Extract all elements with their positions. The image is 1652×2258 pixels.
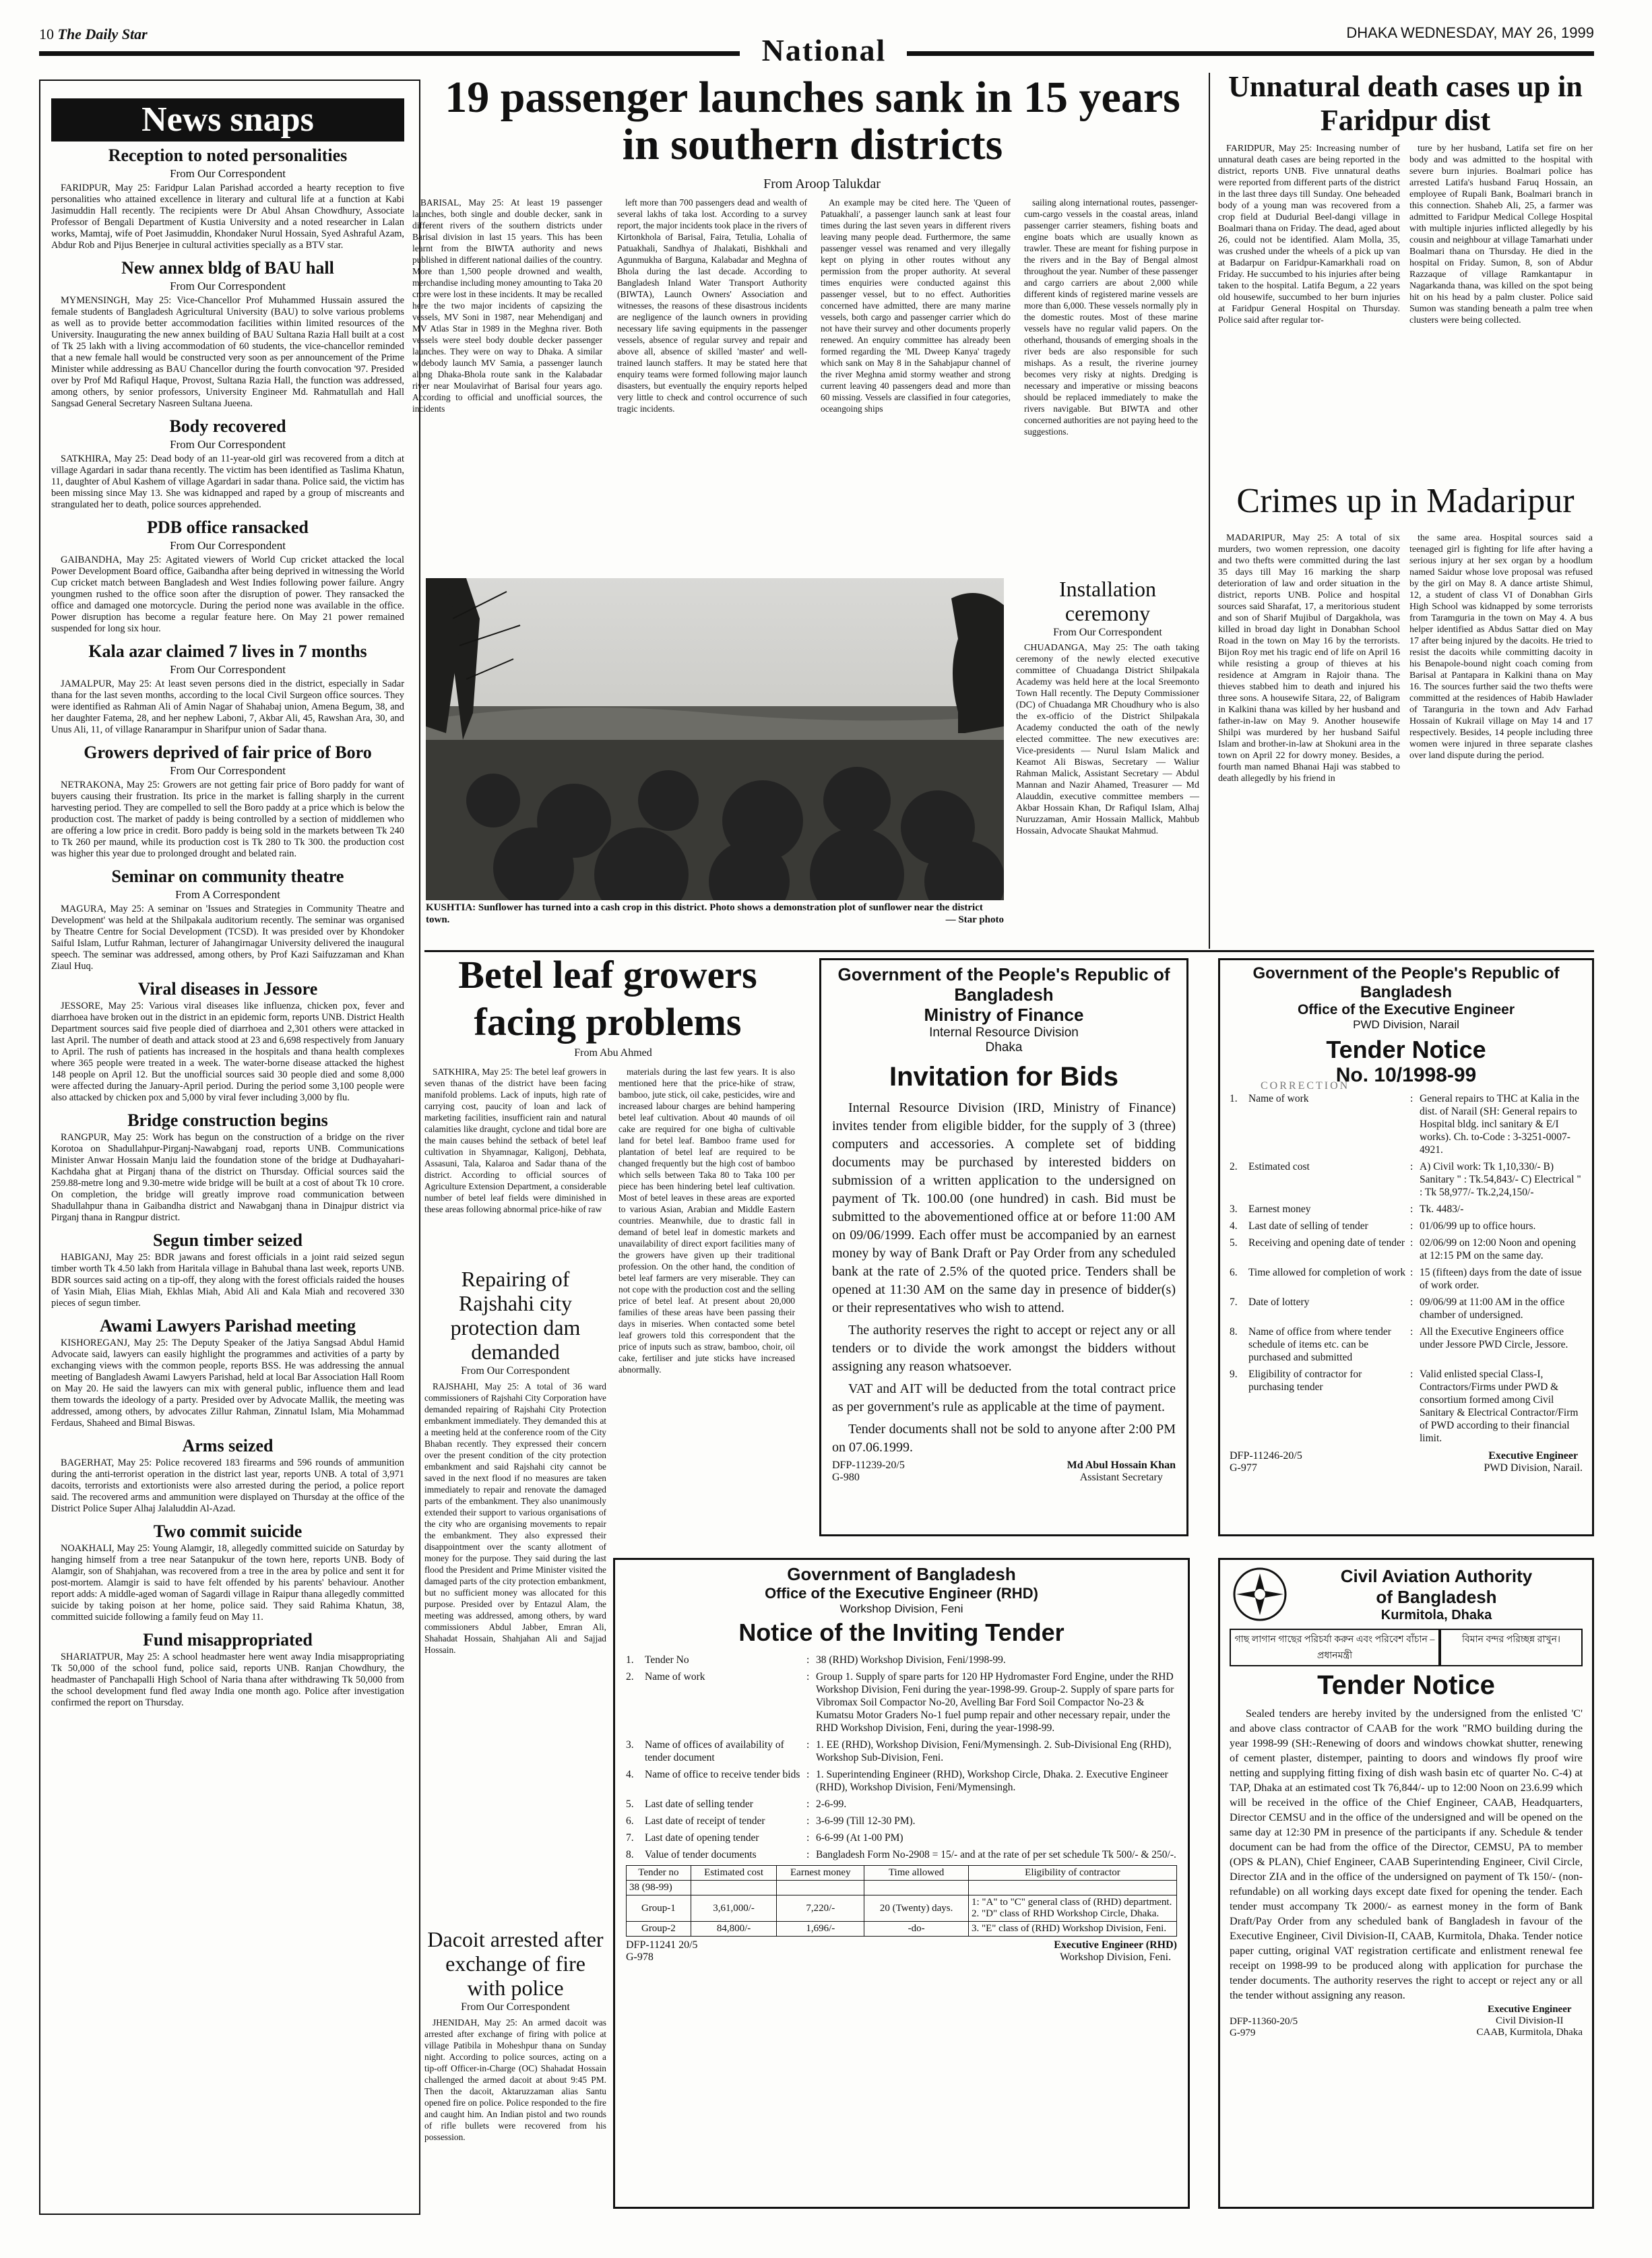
unnatural-col-2 <box>1409 143 1593 465</box>
ad-caab-slogan-2: বিমান বন্দর পরিচ্ছন্ন রাখুন। <box>1440 1629 1583 1666</box>
page-masthead <box>0 20 1652 67</box>
tender-row-label: Name of work <box>1248 1093 1309 1104</box>
snap-headline: Bridge construction begins <box>127 1110 328 1130</box>
tender-row <box>626 1848 1177 1861</box>
tender-row-value: Group 1. Supply of spare parts for 120 HP Hydromaster Ford Engine, under the RHD Workshop Division, Feni during the year-1998-99. Group-2. Supply of spare parts for Vibromax Soil Compactor No-20, Avelling Bar Ford Soil Compactor No-23 & Kumatsu Motor Graders No-1 fuel pump repair and other necessary repair, under the RHD Workshop Division, Feni, during the year-1998-99. <box>816 1671 1174 1734</box>
tender-row-value: 3-6-99 (Till 12-30 PM). <box>816 1815 916 1827</box>
ad-finance <box>819 958 1188 1536</box>
tender-row-label: Name of work <box>645 1671 705 1683</box>
ad-narail-ref: DFP-11246-20/5 <box>1230 1450 1302 1462</box>
table-header-cell: Estimated cost <box>691 1866 777 1881</box>
masthead-rule-left <box>39 51 740 56</box>
tender-row <box>626 1815 1177 1827</box>
tender-row-label: Name of office from where tender schedule of items etc. can be purchased and submitted <box>1248 1326 1391 1363</box>
ad-caab-ref2: G-979 <box>1230 2028 1256 2038</box>
ad-finance-ref: DFP-11239-20/5 <box>832 1460 905 1471</box>
tender-row-number: 5. <box>1230 1237 1238 1249</box>
installation-byline: From Our Correspondent <box>1053 627 1162 638</box>
tender-row-colon: : <box>806 1739 810 1751</box>
installation-story <box>1016 577 1199 954</box>
ad-caab-slogan-1: গাছ লাগান গাছের পরিচর্যা করুন এবং পরিবেশ বাঁচান – প্রধানমন্ত্রী <box>1230 1629 1440 1666</box>
tender-row-colon: : <box>1410 1161 1413 1172</box>
table-cell: -do- <box>864 1922 969 1937</box>
ad-feni-table-head <box>627 1866 1177 1881</box>
repairing-head: Repairing of Rajshahi city protection dam demanded <box>450 1267 581 1364</box>
tender-row-colon: : <box>806 1832 810 1844</box>
ad-caab-place: Kurmitola, Dhaka <box>1380 1607 1492 1623</box>
snap-text: SATKHIRA, May 25: Dead body of an 11-year-old girl was recovered from a ditch at village Agardari in sadar thana recently. The victim has been identified as Taslima Khatun, 11, daughter of Abul Kashem of village Agardari in sadar thana. Police said, the victim has been missing since May 13. She was kidnapped and raped by a group of miscreants and strangulated her to death, police sources apprehended. <box>51 453 404 510</box>
table-cell: 20 (Twenty) days. <box>864 1895 969 1922</box>
tender-row <box>1230 1203 1583 1216</box>
tender-row-colon: : <box>806 1769 810 1780</box>
ad-feni-division: Workshop Division, Feni <box>839 1602 963 1615</box>
ad-finance-title: Invitation for Bids <box>889 1062 1118 1092</box>
tender-row <box>1230 1220 1583 1232</box>
photo-credit: — Star photo <box>945 914 1004 925</box>
tender-row-number: 1. <box>1230 1093 1238 1104</box>
lead-col-4 <box>1024 197 1198 566</box>
tender-row-number: 8. <box>626 1849 634 1860</box>
tender-row-value: 01/06/99 up to office hours. <box>1420 1220 1536 1232</box>
snap-text: GAIBANDHA, May 25: Agitated viewers of World Cup cricket attacked the local Power Development Board office, Gaibandha after being deprived in witnessing the World Cup cricket match between Bangladesh and West Indies following power failure. Angry youngmen rushed to the office soon after the disruption of power. They ransacked the office and damaged one motorcycle. During the period none was available in the office. Power disruption has become a regular feature here. On May 21 power remained suspended for long six hour. <box>51 555 404 634</box>
news-snaps-column <box>51 144 404 2205</box>
ad-caab-slogans <box>1230 1629 1583 1666</box>
ad-finance-footer <box>832 1460 1176 1484</box>
tender-row-label: Estimated cost <box>1248 1161 1310 1172</box>
tender-row-colon: : <box>806 1671 810 1683</box>
snap-byline: From A Correspondent <box>175 888 280 901</box>
ad-caab-text: Sealed tenders are hereby invited by the undersigned from the enlisted 'C' and above class contractor of CAAB for the work "RMO building during the year 1998-99 (SH:-Renewing of doors and windows chowkat shutter, renewing of cement plaster, distemper, painting to doors and windows fly proof wire netting and supplying fitting fixing of dish wash basin etc of quarter No. C-4) at TAP, Dhaka at an estimated cost Tk 76,844/- up to 12:00 Noon on 23.6.99 which will be received in the office of the Chief Engineer, CAAB, Headquarters, Director CEMSU and in the office of the undersigned and will be opened on the same day at 12:30 PM in presence of the participants if any. Schedule & tender document can be had from the office of the Director, CEMSU, PA to member (OPS & PLAN), Chief Engineer, CAAB Superintending Engineer, Civil Circle, Director ZIA and in the office of the undersigned on payment of Tk 150/- (non-refundable) on all working days except date fixed for opening the tender. Each tender must accompany Tk 2000/- as earnest money in the form of Bank Draft/Pay Order from any scheduled bank of Bangladesh in favour of the Executive Engineer, Civil Division-II, CAAB, Kurmitola, Dhaka. Tender notice paper cutting, original VAT registration certificate and enlistment renewal fee receipt on 1998-99 to be produced along with application for purchase the tender documents. The authority reserves the right to accept or reject any or all the tender without assigning any reason. <box>1230 1707 1583 2001</box>
betel-text-1: SATKHIRA, May 25: The betel leaf growers in seven thanas of the district have been facing manifold problems. Lack of inputs, high rate of carrying cost, paucity of loan and lack of marketing facilities, insufficient rain and natural calamities like draught, cyclone and tidal bore are the main causes behind the setback of betel leaf cultivation in Shyamnagar, Kaligonj, Debhata, Assasuni, Tala, Kalaroa and Sadar thana of the district. According to official sources of Agriculture Extension Department, a considerable number of betel leaf fields were diminished in these areas following abnormal price-hike of raw <box>424 1067 606 1214</box>
tender-row-label: Earnest money <box>1248 1203 1311 1215</box>
tender-row-label: Receiving and opening date of tender <box>1248 1237 1405 1249</box>
tender-row-number: 3. <box>1230 1203 1238 1215</box>
snap-headline: Two commit suicide <box>153 1522 303 1541</box>
news-snaps-list <box>51 146 404 1709</box>
tender-row-colon: : <box>1410 1296 1413 1308</box>
ad-narail-no: No. 10/1998-99 <box>1335 1064 1477 1086</box>
paper-name: The Daily Star <box>57 26 148 42</box>
ad-caab <box>1218 1558 1594 2209</box>
ad-feni-table-body <box>627 1881 1177 1937</box>
ad-caab-signer: Executive Engineer <box>1487 2004 1572 2015</box>
madaripur-col-1 <box>1218 532 1400 950</box>
snap-headline: Awami Lawyers Parishad meeting <box>99 1316 356 1336</box>
tender-row-label: Last date of selling of tender <box>1248 1220 1368 1232</box>
snap-headline: Arms seized <box>182 1436 274 1455</box>
table-cell <box>969 1881 1177 1895</box>
tender-row-label: Eligibility of contractor for purchasing tender <box>1248 1369 1362 1393</box>
ad-finance-ref2: G-980 <box>832 1472 860 1483</box>
repairing-story <box>424 1267 606 1915</box>
snap-headline: Viral diseases in Jessore <box>137 979 318 999</box>
tender-row-value: Bangladesh Form No-2908 = 15/- and at the rate of per set schedule Tk 500/- & 250/-. <box>816 1849 1176 1860</box>
snap-byline: From Our Correspondent <box>170 167 286 180</box>
ad-narail-signer: Executive Engineer <box>1488 1450 1579 1462</box>
table-cell: 3,61,000/- <box>691 1895 777 1922</box>
unnatural-col-1 <box>1218 143 1400 465</box>
tender-row-number: 6. <box>1230 1267 1238 1278</box>
ad-feni-ref2: G-978 <box>626 1951 654 1963</box>
tender-row-colon: : <box>1410 1237 1413 1249</box>
table-cell: 84,800/- <box>691 1922 777 1937</box>
snap-text: BAGERHAT, May 25: Police recovered 183 firearms and 596 rounds of ammunition during the anti-terrorist operation in the district last year, reports UNB. A total of 3,971 dacoits, terrorists and extortionists were also arrested during the period, a police report said. The recovered arms and ammunition were displayed on Thursday at the office of the District Police Super Alhaj Jalaluddin Al-Azad. <box>51 1457 404 1514</box>
sunflower-photo-image <box>426 578 1004 900</box>
tender-row-value: 15 (fifteen) days from the date of issue of work order. <box>1420 1267 1582 1291</box>
dacoit-head: Dacoit arrested after exchange of fire with police <box>427 1927 604 2000</box>
ad-finance-p2: The authority reserves the right to accept or reject any or all tenders or to divide the work amongst the bidders without assigning any reason whatsoever. <box>832 1323 1176 1374</box>
news-snaps-title: News snaps <box>141 100 314 139</box>
betel-head-text: Betel leaf growers facing problems <box>458 953 757 1044</box>
ad-feni-ref: DFP-11241 20/5 <box>626 1939 698 1951</box>
tender-row-colon: : <box>806 1798 810 1810</box>
lead-col-2 <box>617 197 807 566</box>
table-cell: 1,696/- <box>777 1922 864 1937</box>
dacoit-byline: From Our Correspondent <box>461 2001 570 2013</box>
ad-feni-gov: Government of Bangladesh <box>787 1564 1016 1584</box>
tender-row-value: 6-6-99 (At 1-00 PM) <box>816 1832 903 1844</box>
page-number <box>39 26 148 43</box>
installation-text: CHUADANGA, May 25: The oath taking ceremony of the newly elected executive committee of Chuadanga District Shilpakala Academy was held here at the local Sreemonto Town Hall recently. The Deputy Commissioner (DC) of Chuadanga MR Choudhury who is also the ex-officio of the District Shilpakala Academy conducted the oath of the newly elected committee. The new executives are: Vice-presidents — Nurul Islam Malick and Keamot Ali Biswas, Secretary — Waliur Rahman Malick, Assistant Secretary — Abdul Mannan and Nazir Ahamed, Treasurer — Md Alauddin, executive committee members — Akbar Hossain Khan, Dr Rafiqul Islam, Alhaj Nuruzzaman, Amir Hossain Mallick, Mahbub Hossain, Advocate Shaukat Mahmud. <box>1016 643 1199 836</box>
snap-headline: Seminar on community theatre <box>111 867 344 886</box>
madaripur-headline <box>1217 474 1594 528</box>
tender-row-colon: : <box>1410 1369 1413 1380</box>
ad-feni-signer: Executive Engineer (RHD) <box>1054 1939 1177 1951</box>
snap-text: NOAKHALI, May 25: Young Alamgir, 18, allegedly committed suicide on Saturday by hanging himself from a tree near Satanpukur of the town here, reports UNB. Body of Alamgir, son of Shahjahan, was recovered from a tree in the area by police and sent it for post-mortem. Alamgir is said to have felt offended by his parents' behaviour. Another report adds: A middle-aged woman of Sagardi village in Raipur thana allegedly committed suicide by taking poison at her home, police said. They said Rahima Khatun, 38, committed suicide following a family feud on May 11. <box>51 1543 404 1623</box>
table-row <box>627 1895 1177 1922</box>
table-cell: Group-2 <box>627 1922 691 1937</box>
snap-byline: From Our Correspondent <box>170 764 286 777</box>
tender-row <box>626 1798 1177 1811</box>
section-title: National <box>761 33 887 67</box>
tender-row-colon: : <box>1410 1093 1413 1104</box>
snap-byline: From Our Correspondent <box>170 280 286 292</box>
ad-feni-office: Office of the Executive Engineer (RHD) <box>765 1585 1038 1602</box>
repairing-text: RAJSHAHI, May 25: A total of 36 ward commissioners of Rajshahi City Corporation have demanded repairing of Rajshahi City Protection embankment immediately. They demanded this at a meeting held at the conference room of the City Bhaban recently. They expressed their concern over the present condition of the city protection embankment and said Rajshahi city cannot be saved in the next flood if no measures are taken immediately to repair and renovate the damaged parts of the embankment. They also unanimously extended their support to various organisations of the city who are organising movements to repair the embankment. They also expressed their disappointment over the scanty allotment of money for the purpose. They said during the last flood the President and Prime Minister visited the damaged parts of the city protection embankment, but no sufficient money was allocated for this purpose. Presided over by Entazul Alam, the meeting was addressed, among others, by ward commissioners Abdul Jabber, Emran Ali, Shahadat Hossain, Shahjahan Ali and Sajjad Hossain. <box>424 1381 606 1655</box>
betel-col-1 <box>424 1066 606 1261</box>
madaripur-col-2 <box>1409 532 1593 950</box>
ad-feni-title: Notice of the Inviting Tender <box>738 1619 1065 1646</box>
tender-row-number: 7. <box>626 1832 634 1844</box>
ad-caab-signer2: Civil Division-II <box>1496 2015 1564 2026</box>
ad-finance-ministry: Ministry of Finance <box>924 1005 1084 1025</box>
snap-headline: Segun timber seized <box>153 1230 303 1250</box>
installation-head: Installation ceremony <box>1059 577 1156 625</box>
dacoit-story <box>424 1927 606 2210</box>
tender-row <box>1230 1296 1583 1321</box>
ad-caab-footer <box>1230 2004 1583 2039</box>
ad-caab-org: Civil Aviation Authority <box>1340 1565 1533 1586</box>
ad-caab-header <box>1230 1564 1583 1625</box>
tender-row <box>1230 1236 1583 1262</box>
tender-row-number: 1. <box>626 1654 634 1666</box>
snap-byline: From Our Correspondent <box>170 663 286 676</box>
ad-finance-signer: Md Abul Hossain Khan <box>1067 1460 1176 1471</box>
tender-row <box>626 1738 1177 1764</box>
tender-row-number: 4. <box>1230 1220 1238 1232</box>
tender-row-colon: : <box>1410 1220 1413 1232</box>
tender-row-colon: : <box>1410 1203 1413 1215</box>
tender-row-number: 2. <box>1230 1161 1238 1172</box>
tender-row-value: A) Civil work: Tk 1,10,330/- B) Sanitary " : Tk.54,843/- C) Electrical " : Tk 58,977/- Tk.2,24,150/- <box>1420 1161 1581 1198</box>
ad-feni-rows <box>626 1654 1177 1861</box>
table-header-cell: Eligibility of contractor <box>969 1866 1177 1881</box>
ad-narail-rows <box>1230 1092 1583 1445</box>
table-header-cell: Earnest money <box>777 1866 864 1881</box>
ad-finance-city: Dhaka <box>985 1040 1023 1055</box>
tender-row-number: 7. <box>1230 1296 1238 1308</box>
table-row <box>627 1922 1177 1937</box>
tender-row-label: Date of lottery <box>1248 1296 1310 1308</box>
lead-headline <box>428 74 1197 168</box>
madaripur-text-1: MADARIPUR, May 25: A total of six murders, two women repression, one dacoity and two thefts were committed during the last 35 days till May 16 marking the sharp deterioration of law and order situation in the district, reports UNB. Police and hospital sources said Sharafat, 17, a meritorious student and son of Sharif Mujibul of Dargakhola, was killed in broad day light in Donabhan School Road in the town on May 16 by the terrorists. Bijon Roy met his tragic end of life on April 16 while resisting a group of thieves at his residence at Amgram in Rajoir thana. The thieves stabbed him to death and injured his three sons. A housewife Sitara, 22, of Baligram in Kalkini thana was killed by her husband and father-in-law on May 9. Another housewife Shilpi was murdered by her husband Saiful Islam and brother-in-law at Shokuni area in the town on April 22 for dowry money. Besides, a fourth man named Bhanai Haji was stabbed to death allegedly by his friend in <box>1218 533 1400 784</box>
tender-row-value: 38 (RHD) Workshop Division, Feni/1998-99. <box>816 1654 1006 1666</box>
ad-feni-table <box>626 1865 1177 1937</box>
snap-text: RANGPUR, May 25: Work has begun on the construction of a bridge on the river Korotoa on Shadullahpur-Pirganj-Nawabganj road, reports UNB. Communications Minister Anwar Hossain Manju laid the foundation stone of the bridge at Dudhayahari-Kachdaha ghat at Pirganj thana of the district on Thursday. Official sources said the 259.88-metre long and 9.30-metre wide bridge will be built at a cost of about Tk 10 crore. On completion, the bridge will greatly improve road communication between Shadullahpur thana in Gaibandha district and Nawabganj thana in Dinajpur district via Pirganj thana in Rangpur district. <box>51 1132 404 1223</box>
snap-text: JAMALPUR, May 25: At least seven persons died in the district, especially in Sadar thana for the last seven months, according to the local Civil Surgeon office sources. They were identified as Rahman Ali of Amin Nagar of Shahabaj union, Amena Begum, 38, and her daughter Fatema, 28, and her nephew Laboni, 7, Akbar Ali, 45, Rawshan Ara, 30, and Unus Ali, 11, of village Ranarampur in Sharifpur union of Sadar thana. <box>51 679 404 735</box>
table-cell: 7,220/- <box>777 1895 864 1922</box>
ad-finance-division: Internal Resource Division <box>929 1026 1079 1040</box>
ad-caab-signer3: CAAB, Kurmitola, Dhaka <box>1476 2027 1583 2038</box>
tender-row <box>1230 1160 1583 1199</box>
tender-row-label: Last date of receipt of tender <box>645 1815 765 1827</box>
ad-narail-gov: Government of the People's Republic of Bangladesh <box>1252 964 1560 1001</box>
tender-row <box>1230 1368 1583 1445</box>
tender-row-label: Time allowed for completion of work <box>1248 1267 1406 1278</box>
ad-finance-p4: Tender documents shall not be sold to anyone after 2:00 PM on 07.06.1999. <box>832 1422 1176 1455</box>
unnatural-head-text: Unnatural death cases up in Faridpur dist <box>1228 70 1583 137</box>
tender-row-number: 9. <box>1230 1369 1238 1380</box>
tender-row-label: Name of office to receive tender bids <box>645 1769 800 1780</box>
tender-row-colon: : <box>806 1849 810 1860</box>
dacoit-text: JHENIDAH, May 25: An armed dacoit was arrested after exchange of firing with police at village Patibila in Moheshpur thana on Sunday night. According to police sources, acting on a tip-off Officer-in-Charge (OC) Shahadat Hossain challenged the armed dacoit at about 9:45 PM. Then the dacoit, Aktaruzzaman alias Santu opened fire on police. Police responded to the fire and caught him. An Indian pistol and two rounds of rifle bullets were recovered from his possession. <box>424 2017 606 2142</box>
snap-headline: Body recovered <box>169 416 286 436</box>
table-cell: 38 (98-99) <box>627 1881 691 1895</box>
snap-headline: Growers deprived of fair price of Boro <box>84 743 372 762</box>
table-cell <box>777 1881 864 1895</box>
tender-row-colon: : <box>806 1815 810 1827</box>
snap-text: HABIGANJ, May 25: BDR jawans and forest officials in a joint raid seized segun timber worth Tk 4.50 lakh from Haritala village in Bahubal thana last week, reports UNB. BDR sources said acting on a tip-off, they along with the forest officials raided the houses of Yasin Miah, Elias Miah, Ekhlas Miah, Abid Ali and Kala Miah and recovered 330 pieces of segun timber. <box>51 1252 404 1309</box>
table-row <box>627 1881 1177 1895</box>
tender-row-label: Last date of selling tender <box>645 1798 753 1810</box>
ad-finance-signer-title: Assistant Secretary <box>1079 1472 1163 1483</box>
snap-headline: Reception to noted personalities <box>108 146 348 165</box>
table-cell: 1: "A" to "C" general class of (RHD) department. 2. "D" class of RHD Workshop Circle, Dhaka. <box>969 1895 1177 1922</box>
snap-text: MAGURA, May 25: A seminar on 'Issues and Strategies in Community Theatre and Development' was held at the Shilpakala auditorium recently. The seminar was organised by Theatre Centre for Social Development (TCSD). It was presided over by Khondoker Saiful Islam, Lutfur Rahman, lecturer of Jahangirnagar University delivered the inaugural speech. The seminar was addressed, among others, by Prof Kazi Saifuzzaman and Khan Ziaul Huq. <box>51 904 404 972</box>
tender-row-value: 2-6-99. <box>816 1798 847 1810</box>
betel-headline <box>420 951 795 1046</box>
unnatural-text-2: ture by her husband, Latifa set fire on her body and was admitted to the hospital with severe burn injuries. Boalmari police has arrested Latifa's husband Faruq Hossain, an employee of Rupali Bank, Boalmari branch in this connection. Shaheb Ali, 25, a farmer was admitted to Faridpur Medical College Hospital with multiple injuries inflicted allegedly by his cousin and neighbour at village Tamarhati under Boalmari thana on Thursday. He died in the hospital on Friday. Sumon, 8, son of Abdur Razzaque of village Ramkantapur in Nagarkanda thana, was killed on the spot being hit on his head by a palm cluster. Police said Sumon was standing beneath a palm tree when clusters were being collected. <box>1409 144 1593 325</box>
tender-row-colon: : <box>806 1654 810 1666</box>
lead-headline-text: 19 passenger launches sank in 15 years in southern districts <box>445 73 1180 169</box>
tender-row-value: 09/06/99 at 11:00 AM in the office chamber of undersigned. <box>1420 1296 1565 1321</box>
ad-finance-p3: VAT and AIT will be deducted from the total contract price as per government's rule as applicable at the time of payment. <box>832 1381 1176 1414</box>
ad-finance-p1: Internal Resource Division (IRD, Ministry of Finance) invites tender from eligible bidder, for the supply of 3 (three) computers and accessories. A complete set of bidding documents may be purchased by interested bidders on submission of a written application to the undersigned on payment of Tk. 100.00 (one hundred) in cash. Bid must be submitted to the abovementioned office at or before 11:00 AM on 09/06/1999. Each offer must be accompanied by an earnest money by way of Bank Draft or Pay Order from any scheduled bank at the rate of 2.5% of the quoted price. Tenders shall be opened at 11:30 AM on the same day in presence of bidder(s) or their representatives who wish to attend. <box>832 1100 1176 1315</box>
table-cell: 3. "E" class of (RHD) Workshop Division, Feni. <box>969 1922 1177 1937</box>
lead-byline: From Aroop Talukdar <box>763 177 881 191</box>
snap-text: FARIDPUR, May 25: Faridpur Lalan Parishad accorded a hearty reception to five personalities who attained excellence in literary and cultural life at a function at Kabi Jasimuddin Hall recently. The recipients were Dr Abul Ahsan Chowdhury, Associate Professor of Bengali Department of Kustia University and a noted researcher in Lalan works, Mamtaj, wife of Poet Jasimuddin, Khondaker Nurul Hossain, Syed Ashraful Azam, Abdur Rob and Pijus Benerjee in cultural activities specially as a BTV star. <box>51 183 404 251</box>
lead-text-4: sailing along international routes, passenger-cum-cargo vessels in the coastal areas, inland passenger carrier steamers, fishing boats and engine boats which are usually known as trawler. These are meant for fishing purpose in the rivers and in the Bay of Bengal almost throughout the year. Number of these passenger and cargo carriers are about 2,000 while different kinds of registered marine vessels are more than 6,000. These vessels normally ply in the domestic routes. Most of these marine vessels have no regular valid papers. On the otherhand, thousands of emerging shoals in the river beds are also responsible for such mishaps. As a result, the riverine journey becomes very risky at nights. Dredging is necessary and imperative or missing beacons should be replaced immediately to make the rivers navigable. But BIWTA and other concerned authorities are not paying heed to the suggestions. <box>1024 197 1198 437</box>
ad-narail-division: PWD Division, Narail <box>1353 1018 1459 1031</box>
lead-text-3: An example may be cited here. The 'Queen of Patuakhali', a passenger launch sank at least four times during the last seven years in different rivers leaving many people dead. Furthermore, the same passenger vessel was renamed and very illegally kept on plying in other routes without any permission from the proper authority. At several times enquiries were conducted against this passenger vessel, but to no effect. Authorities concerned have admitted, there are many marine vessels, both cargo and passenger carrier which do not have their survey and other documents properly renewed. An enquiry committee has already been formed regarding the 'ML Dweep Kanya' tragedy which sank on May 8 in the Sahabjapur channel of the river Meghna amid stormy weather and strong current leaving 40 passengers dead and more than 60 missing. Vessels are classified in four categories, oceangoing ships <box>821 197 1011 414</box>
betel-col-2 <box>618 1066 795 1578</box>
snap-headline: PDB office ransacked <box>147 518 309 537</box>
tender-row-value: Tk. 4483/- <box>1420 1203 1464 1215</box>
photo-caption-text: KUSHTIA: Sunflower has turned into a cash crop in this district. Photo shows a demonstration plot of sunflower near the district town. <box>426 902 983 925</box>
snap-text: JESSORE, May 25: Various viral diseases like influenza, chicken pox, fever and diarrhoea have broken out in the district in an epidemic form, reports UNB. District Health Department sources said five people died of diarrhoea and 2,301 others were attacked in last April. The number of death and attack stood at 23 and 6,698 respectively from January to April. The rush of patients has increased in the hospitals and thana health complexes where 365 people were treated in a week. The water-borne disease attacked the highest 148 people on April 12. But the unofficial sources said 30 people died and some 8,000 were affected during the January-April period. During the period some 3,100 people were also attacked by chicken pox and 5,000 by viral fever including 3,000 by flu. <box>51 1001 404 1103</box>
snap-byline: From Our Correspondent <box>170 539 286 552</box>
snap-headline: New annex bldg of BAU hall <box>121 258 334 278</box>
dateline: DHAKA WEDNESDAY, MAY 26, 1999 <box>1346 24 1594 41</box>
ad-narail-stamp: CORRECTION <box>1261 1080 1350 1092</box>
tender-row <box>626 1831 1177 1844</box>
unnatural-headline <box>1217 70 1594 137</box>
tender-row-value: 1. EE (RHD), Workshop Division, Feni/Mymensingh. 2. Sub-Divisional Eng (RHD), Workshop Sub-Division, Feni. <box>816 1739 1172 1763</box>
table-cell: Group-1 <box>627 1895 691 1922</box>
table-header-cell: Time allowed <box>864 1866 969 1881</box>
tender-row <box>1230 1266 1583 1292</box>
ad-narail-title: Tender Notice <box>1326 1036 1486 1063</box>
lead-col-3 <box>821 197 1011 566</box>
tender-row-number: 5. <box>626 1798 634 1810</box>
betel-text-2: materials during the last few years. It is also mentioned here that the price-hike of straw, bamboo, jute stick, oil cake, pesticides, wire and increased labour charges are behind hampering betel leaf cultivation. About 40 maunds of oil cake are required for one bigha of cultivable land for betel leaf. Bamboo frame used for plantation of betel leaf are required to be changed frequently but the high cost of bamboo which sells between Taka 80 to Taka 100 per piece has been hindering betel leaf cultivation. Most of betel leaves in these areas are exported to various Asian, Arabian and Middle Eastern countries. Meanwhile, due to drastic fall in demand of betel leaf in domestic markets and unavailability of direct export facilities many of the growers have given up their traditional profession. On the other hand, the condition of betel leaf farmers are very miserable. They can not cope with the production cost and the selling price of betel leaf. At present about 20,000 families of these areas have been passing their days in miseries. When contacted some betel leaf growers told this correspondent that the price of inputs such as straw, bamboo, choir, oil cake, fertiliser and jute sticks have increased abnormally. <box>618 1067 795 1375</box>
tender-row <box>1230 1325 1583 1364</box>
snap-text: KISHOREGANJ, May 25: The Deputy Speaker of the Jatiya Sangsad Abdul Hamid Advocate said, lawyers can easily highlight the programmes and activities of a party by exchanging views with the common people, reports BSS. He was addressing the annual meeting of Bangladesh Awami Lawyers Parishad, held at local Bar Association Hall Room on May 20. He said the lawyers can mix with general public, influence them and lead them towards the ideology of a party. Presided over by Advocate Mallik, the meeting was addressed, among others, by advocates Zillur Rahman, Zinnatul Islam, Mia Mohammad Ferdaus, Shaheed and Bimal Biswas. <box>51 1338 404 1429</box>
vertical-rule-right <box>1209 73 1210 949</box>
betel-byline: From Abu Ahmed <box>574 1047 652 1059</box>
snap-text: SHARIATPUR, May 25: A school headmaster here went away India misappropriating Tk 50,000 of the school fund, police said, reports UNB. Ranjan Chowdhury, the headmaster of Panchapalli High School of Naria thana after withdrawing Tk 50,000 from the school development fund fled away India one month ago. Police after investigation confirmed the report on Thursday. <box>51 1652 404 1708</box>
tender-row-label: Name of offices of availability of tender document <box>645 1739 784 1763</box>
tender-row-value: General repairs to THC at Kalia in the dist. of Narail (SH: General repairs to Hospital bldg. incl sanitary & E/I works). Ch. to-Code : 3-3251-0007-4921. <box>1420 1093 1579 1156</box>
ad-narail-signer-title: PWD Division, Narail. <box>1484 1462 1583 1474</box>
ad-feni-footer <box>626 1939 1177 1964</box>
news-snaps-banner <box>51 98 404 142</box>
tender-row-number: 3. <box>626 1739 634 1751</box>
tender-row <box>1230 1092 1583 1156</box>
tender-row-value: Valid enlisted special Class-I, Contractors/Firms under PWD & consortium formed among Civil Sanitary & Electrical Contractor/Firm of PWD according to their financial limit. <box>1420 1369 1579 1444</box>
ad-narail-office: Office of the Executive Engineer <box>1297 1002 1515 1017</box>
ad-narail <box>1218 958 1594 1536</box>
sunflower-photo <box>426 578 1004 900</box>
repairing-byline: From Our Correspondent <box>461 1365 570 1377</box>
ad-feni <box>613 1558 1190 2209</box>
table-cell <box>864 1881 969 1895</box>
snap-text: NETRAKONA, May 25: Growers are not getting fair price of Boro paddy for want of buyers causing their frustration. Its price in the market is falling sharply in the current harvesting period. They are compelled to sell the Boro paddy at a price which is below the production cost. The market of paddy is being controlled by a section of middlemen who are offering a low price in credit. Boro paddy is being sold in the markets between Tk 240 to Tk 260 per maund, while its production cost is Tk 280 to Tk 300. the production cost was higher this year due to prolonged drought and belated rain. <box>51 780 404 859</box>
lead-text-2: left more than 700 passengers dead and wealth of several lakhs of taka lost. According to a survey report, the major incidents took place in the rivers of Kirtonkhola of Barisal, Faira, Tetulia, Lohalia of Patuakhali, Sandhya of Jhalakati, Bishkhali and Agunmukha of Barguna, Kalabadar and Meghna of Bhola during the last decade. According to Bangladesh Inland Water Transport Authority (BIWTA), Launch Owners' Association and witnesses, the reasons of these disastrous incidents are negligence of the launch owners in providing necessary life saving equipments in the passenger vessels, absence of regular survey and repair and above all, absence of skilled 'master' and well-trained launch staffers. It may be stated here that enquiry teams were formed following major launch disasters, but eventually the enquiry reports helped very little to check and control occurrence of such tragic incidents. <box>617 197 807 414</box>
tender-row <box>626 1768 1177 1794</box>
tender-row-colon: : <box>1410 1267 1413 1278</box>
page-number-text: 10 <box>39 26 54 42</box>
lead-col-1 <box>412 197 602 566</box>
tender-row-label: Last date of opening tender <box>645 1832 759 1844</box>
tender-row <box>626 1670 1177 1734</box>
ad-caab-org2: of Bangladesh <box>1376 1586 1497 1607</box>
tender-row-number: 8. <box>1230 1326 1238 1338</box>
ad-caab-title: Tender Notice <box>1317 1670 1495 1700</box>
ad-caab-ref: DFP-11360-20/5 <box>1230 2016 1298 2027</box>
ad-finance-gov: Government of the People's Republic of Bangladesh <box>837 964 1170 1005</box>
unnatural-text-1: FARIDPUR, May 25: Increasing number of unnatural death cases are being reported in the district, reports UNB. Five unnatural deaths were reported from different parts of the district in the last three days till Sunday. One beheaded body of a young man was recovered from a crop field at Dudurial Beel-dangi village in Boalmari thana on Friday. The dead, aged about 26, could not be identified. Alam Molla, 35, was crushed under the wheels of a pick up van at Badarpur on Faridpur-Kamarkhali road on Friday. He succumbed to his injuries after being taken to the hospital. Latifa Begum, a 22 years old housewife, succumbed to her burn injuries at Faridpur General Hospital on Thursday. Police said after regular tor- <box>1218 144 1400 325</box>
lead-text-1: BARISAL, May 25: At least 19 passenger launches, both single and double decker, sank in different rivers of the southern districts under Barisal division in last 15 years. This has been learnt from the BIWTA authority and news published in different national dailies of the country. More than 1,500 people drowned and wealth, merchandise including money amounting to Taka 20 crore were lost in these incidents. It may be recalled here the two major incidents of capsizing the vessels, MV Soni in 1987, near Mehendiganj and MV Atlas Star in 1989 in the Meghna river. Both vessels were steel body double decker passenger launches. They were on way to Dhaka. A similar widebody launch MV Samia, a passenger launch along Dhaka-Bhola route sank in the Kalabadar river near Moulavirhat of Barisal four years ago. According to official and unofficial sources, the incidents <box>412 197 602 414</box>
caab-emblem-icon <box>1230 1564 1290 1625</box>
snap-headline: Fund misappropriated <box>143 1630 313 1650</box>
tender-row-value: 02/06/99 on 12:00 Noon and opening at 12:15 PM on the same day. <box>1420 1237 1577 1261</box>
tender-row-value: All the Executive Engineers office under Jessore PWD Circle, Jessore. <box>1420 1326 1568 1350</box>
ad-narail-footer <box>1230 1450 1583 1474</box>
tender-row-number: 6. <box>626 1815 634 1827</box>
masthead-rule-right <box>907 51 1594 56</box>
ad-narail-ref2: G-977 <box>1230 1462 1257 1474</box>
tender-row-label: Value of tender documents <box>645 1849 757 1860</box>
table-header-cell: Tender no <box>627 1866 691 1881</box>
tender-row-value: 1. Superintending Engineer (RHD), Workshop Circle, Dhaka. 2. Executive Engineer (RHD), Workshop Division, Feni/Mymensingh. <box>816 1769 1168 1793</box>
tender-row-number: 4. <box>626 1769 634 1780</box>
madaripur-head-text: Crimes up in Madaripur <box>1236 482 1575 520</box>
tender-row <box>626 1654 1177 1666</box>
ad-feni-signer-title: Workshop Division, Feni. <box>1060 1951 1172 1963</box>
snap-text: MYMENSINGH, May 25: Vice-Chancellor Prof Muhammed Hussain assured the female students of Bangladesh Agricultural University (BAU) to solve various problems as well as to provide better accommodation facilities within limited resources of the University. Inaugurating the new annex building of BAU Sultana Razia Hall built at a cost of Tk 25 lakh with a living accommodation of 60 students, the vice-chancellor reminded that a new female hall would be constructed very soon as per announcement of the Prime Minister while addressing as BAU Chancellor during the fourth convocation '97. Presided over by Prof Md Rafiqul Haque, Provost, Sultana Razia Hall, the function was addressed, among others, by senior professors, University Engineer Md. Rahmatullah and Hall Sangsad General Secretary Nasreen Sultana Jueena. <box>51 295 404 409</box>
tender-row-number: 2. <box>626 1671 634 1683</box>
snap-byline: From Our Correspondent <box>170 438 286 451</box>
snap-headline: Kala azar claimed 7 lives in 7 months <box>88 641 367 661</box>
tender-row-colon: : <box>1410 1326 1413 1338</box>
table-cell <box>691 1881 777 1895</box>
photo-caption <box>426 902 1004 926</box>
madaripur-text-2: the same area. Hospital sources said a teenaged girl is fighting for life after having a serious injury at her sex organ by a hoodlum named Saidur whose love proposal was refused by the girl on May 8. A dance artiste Shimul, 12, a student of class VI of Donabhan Girls High School was kidnapped by some terrorists from Taramguria in the town on May 4. A bus helper identified as Abdus Sattar died on May 17 after being injured by the dacoits. He tried to resist the dacoits while committing dacoity in his Benapole-bound night coach coming from Barisal at Pantapara in Kalkini thana on May 16. The sources further said the two thefts were committed at the residences of Habib Hawlader of Taranguria in the town and Adv Farhad Hossain of Kukrail village on May 14 and 17 respectively. Besides, 14 people including three women were injured in three separate clashes over land dispute during the period. <box>1409 533 1593 761</box>
tender-row-label: Tender No <box>645 1654 689 1666</box>
